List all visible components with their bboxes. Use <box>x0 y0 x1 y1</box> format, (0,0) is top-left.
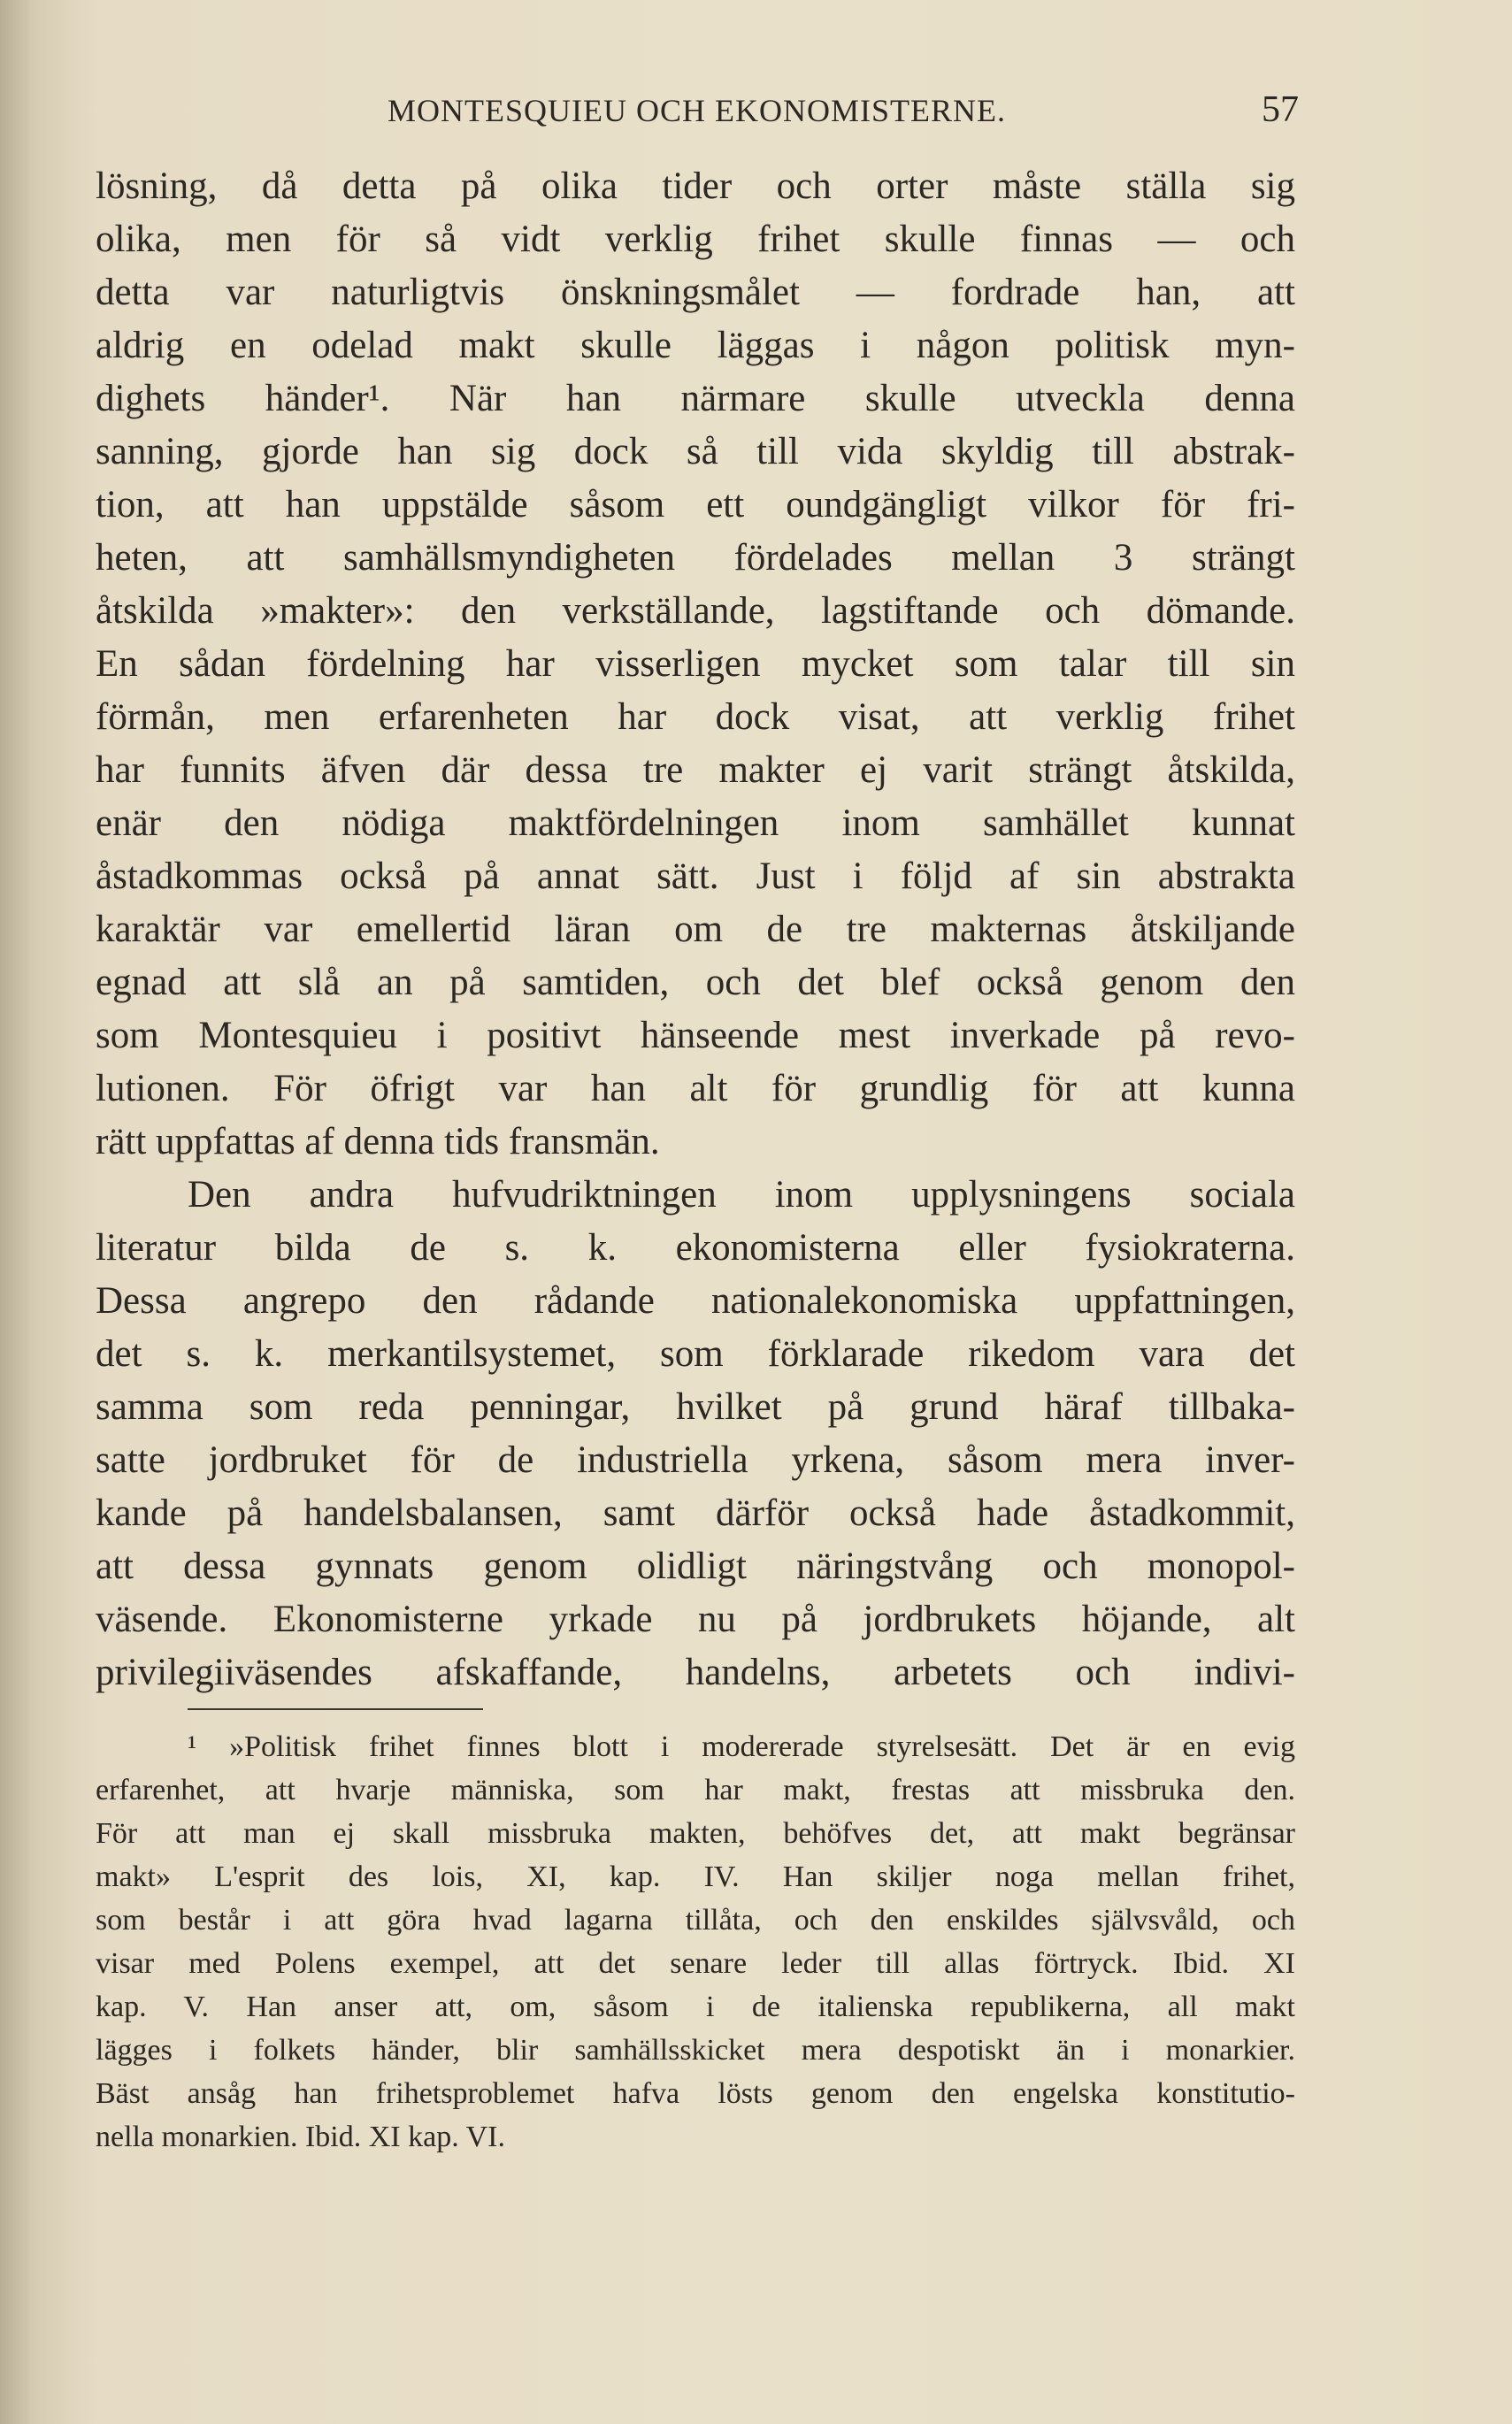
text-line: dighets händer¹. När han närmare skulle utveckla denna <box>96 378 1295 419</box>
text-line: förmån, men erfarenheten har dock visat, att verklig frihet <box>96 696 1295 738</box>
text-line: aldrig en odelad makt skulle läggas i någon politisk myn- <box>96 325 1295 366</box>
text-line: samma som reda penningar, hvilket på grund häraf tillbaka- <box>96 1386 1295 1428</box>
text-line: tion, att han uppstälde såsom ett oundgängligt vilkor för fri- <box>96 484 1295 525</box>
text-line: att dessa gynnats genom olidligt näringstvång och monopol- <box>96 1546 1295 1587</box>
running-title: MONTESQUIEU OCH EKONOMISTERNE. <box>388 93 1006 128</box>
footnotes <box>96 1725 1295 2159</box>
footnote-line: kap. V. Han anser att, om, såsom i de italienska republikerna, all makt <box>96 1991 1295 2023</box>
body-text <box>96 160 1295 1699</box>
text-line: det s. k. merkantilsystemet, som förklarade rikedom vara det <box>96 1333 1295 1375</box>
text-line: sanning, gjorde han sig dock så till vida skyldig till abstrak- <box>96 431 1295 472</box>
text-line: lutionen. För öfrigt var han alt för grundlig för att kunna <box>96 1068 1295 1109</box>
text-line: har funnits äfven där dessa tre makter ej varit strängt åtskilda, <box>96 749 1295 791</box>
footnote-line: För att man ej skall missbruka makten, behöfves det, att makt begränsar <box>96 1817 1295 1850</box>
footnote-line: lägges i folkets händer, blir samhällsskicket mera despotiskt än i monarkier. <box>96 2034 1295 2067</box>
text-line: väsende. Ekonomisterne yrkade nu på jordbrukets höjande, alt <box>96 1599 1295 1640</box>
text-line: Dessa angrepo den rådande nationalekonomiska uppfattningen, <box>96 1280 1295 1322</box>
text-line: heten, att samhällsmyndigheten fördelades mellan 3 strängt <box>96 537 1295 579</box>
footnote-line: ¹ »Politisk frihet finnes blott i modererade styrelsesätt. Det är en evig <box>188 1730 1295 1763</box>
text-line: åtskilda »makter»: den verkställande, lagstiftande och dömande. <box>96 590 1295 632</box>
text-line: egnad att slå an på samtiden, och det blef också genom den <box>96 962 1295 1003</box>
text-line: som Montesquieu i positivt hänseende mest inverkade på revo- <box>96 1015 1295 1056</box>
text-line: satte jordbruket för de industriella yrkena, såsom mera inver- <box>96 1439 1295 1481</box>
footnote-line: Bäst ansåg han frihetsproblemet hafva lösts genom den engelska konstitutio- <box>96 2077 1295 2110</box>
text-line: åstadkommas också på annat sätt. Just i följd af sin abstrakta <box>96 855 1295 897</box>
footnote-line: nella monarkien. Ibid. XI kap. VI. <box>96 2121 505 2153</box>
text-line: En sådan fördelning har visserligen mycket som talar till sin <box>96 643 1295 685</box>
page-number: 57 <box>1262 89 1299 130</box>
footnote-line: visar med Polens exempel, att det senare leder till allas förtryck. Ibid. XI <box>96 1947 1295 1980</box>
page-header <box>96 89 1299 133</box>
text-line: detta var naturligtvis önskningsmålet — fordrade han, att <box>96 272 1295 313</box>
text-line: lösning, då detta på olika tider och orter måste ställa sig <box>96 165 1295 207</box>
text-line: Den andra hufvudriktningen inom upplysningens sociala <box>188 1174 1295 1216</box>
footnote-divider <box>188 1708 483 1710</box>
text-line: karaktär var emellertid läran om de tre makternas åtskiljande <box>96 909 1295 950</box>
text-line: privilegiiväsendes afskaffande, handelns, arbetets och indivi- <box>96 1652 1295 1693</box>
text-line: olika, men för så vidt verklig frihet skulle finnas — och <box>96 219 1295 260</box>
footnote-line: som består i att göra hvad lagarna tillåta, och den enskildes självsvåld, och <box>96 1904 1295 1937</box>
text-line: enär den nödiga maktfördelningen inom samhället kunnat <box>96 802 1295 844</box>
footnote-line: erfarenhet, att hvarje människa, som har makt, frestas att missbruka den. <box>96 1774 1295 1806</box>
footnote-line: makt» L'esprit des lois, XI, kap. IV. Han skiljer noga mellan frihet, <box>96 1860 1295 1893</box>
text-line: kande på handelsbalansen, samt därför också hade åstadkommit, <box>96 1492 1295 1534</box>
text-line: literatur bilda de s. k. ekonomisterna eller fysiokraterna. <box>96 1227 1295 1269</box>
text-line: rätt uppfattas af denna tids fransmän. <box>96 1121 660 1162</box>
